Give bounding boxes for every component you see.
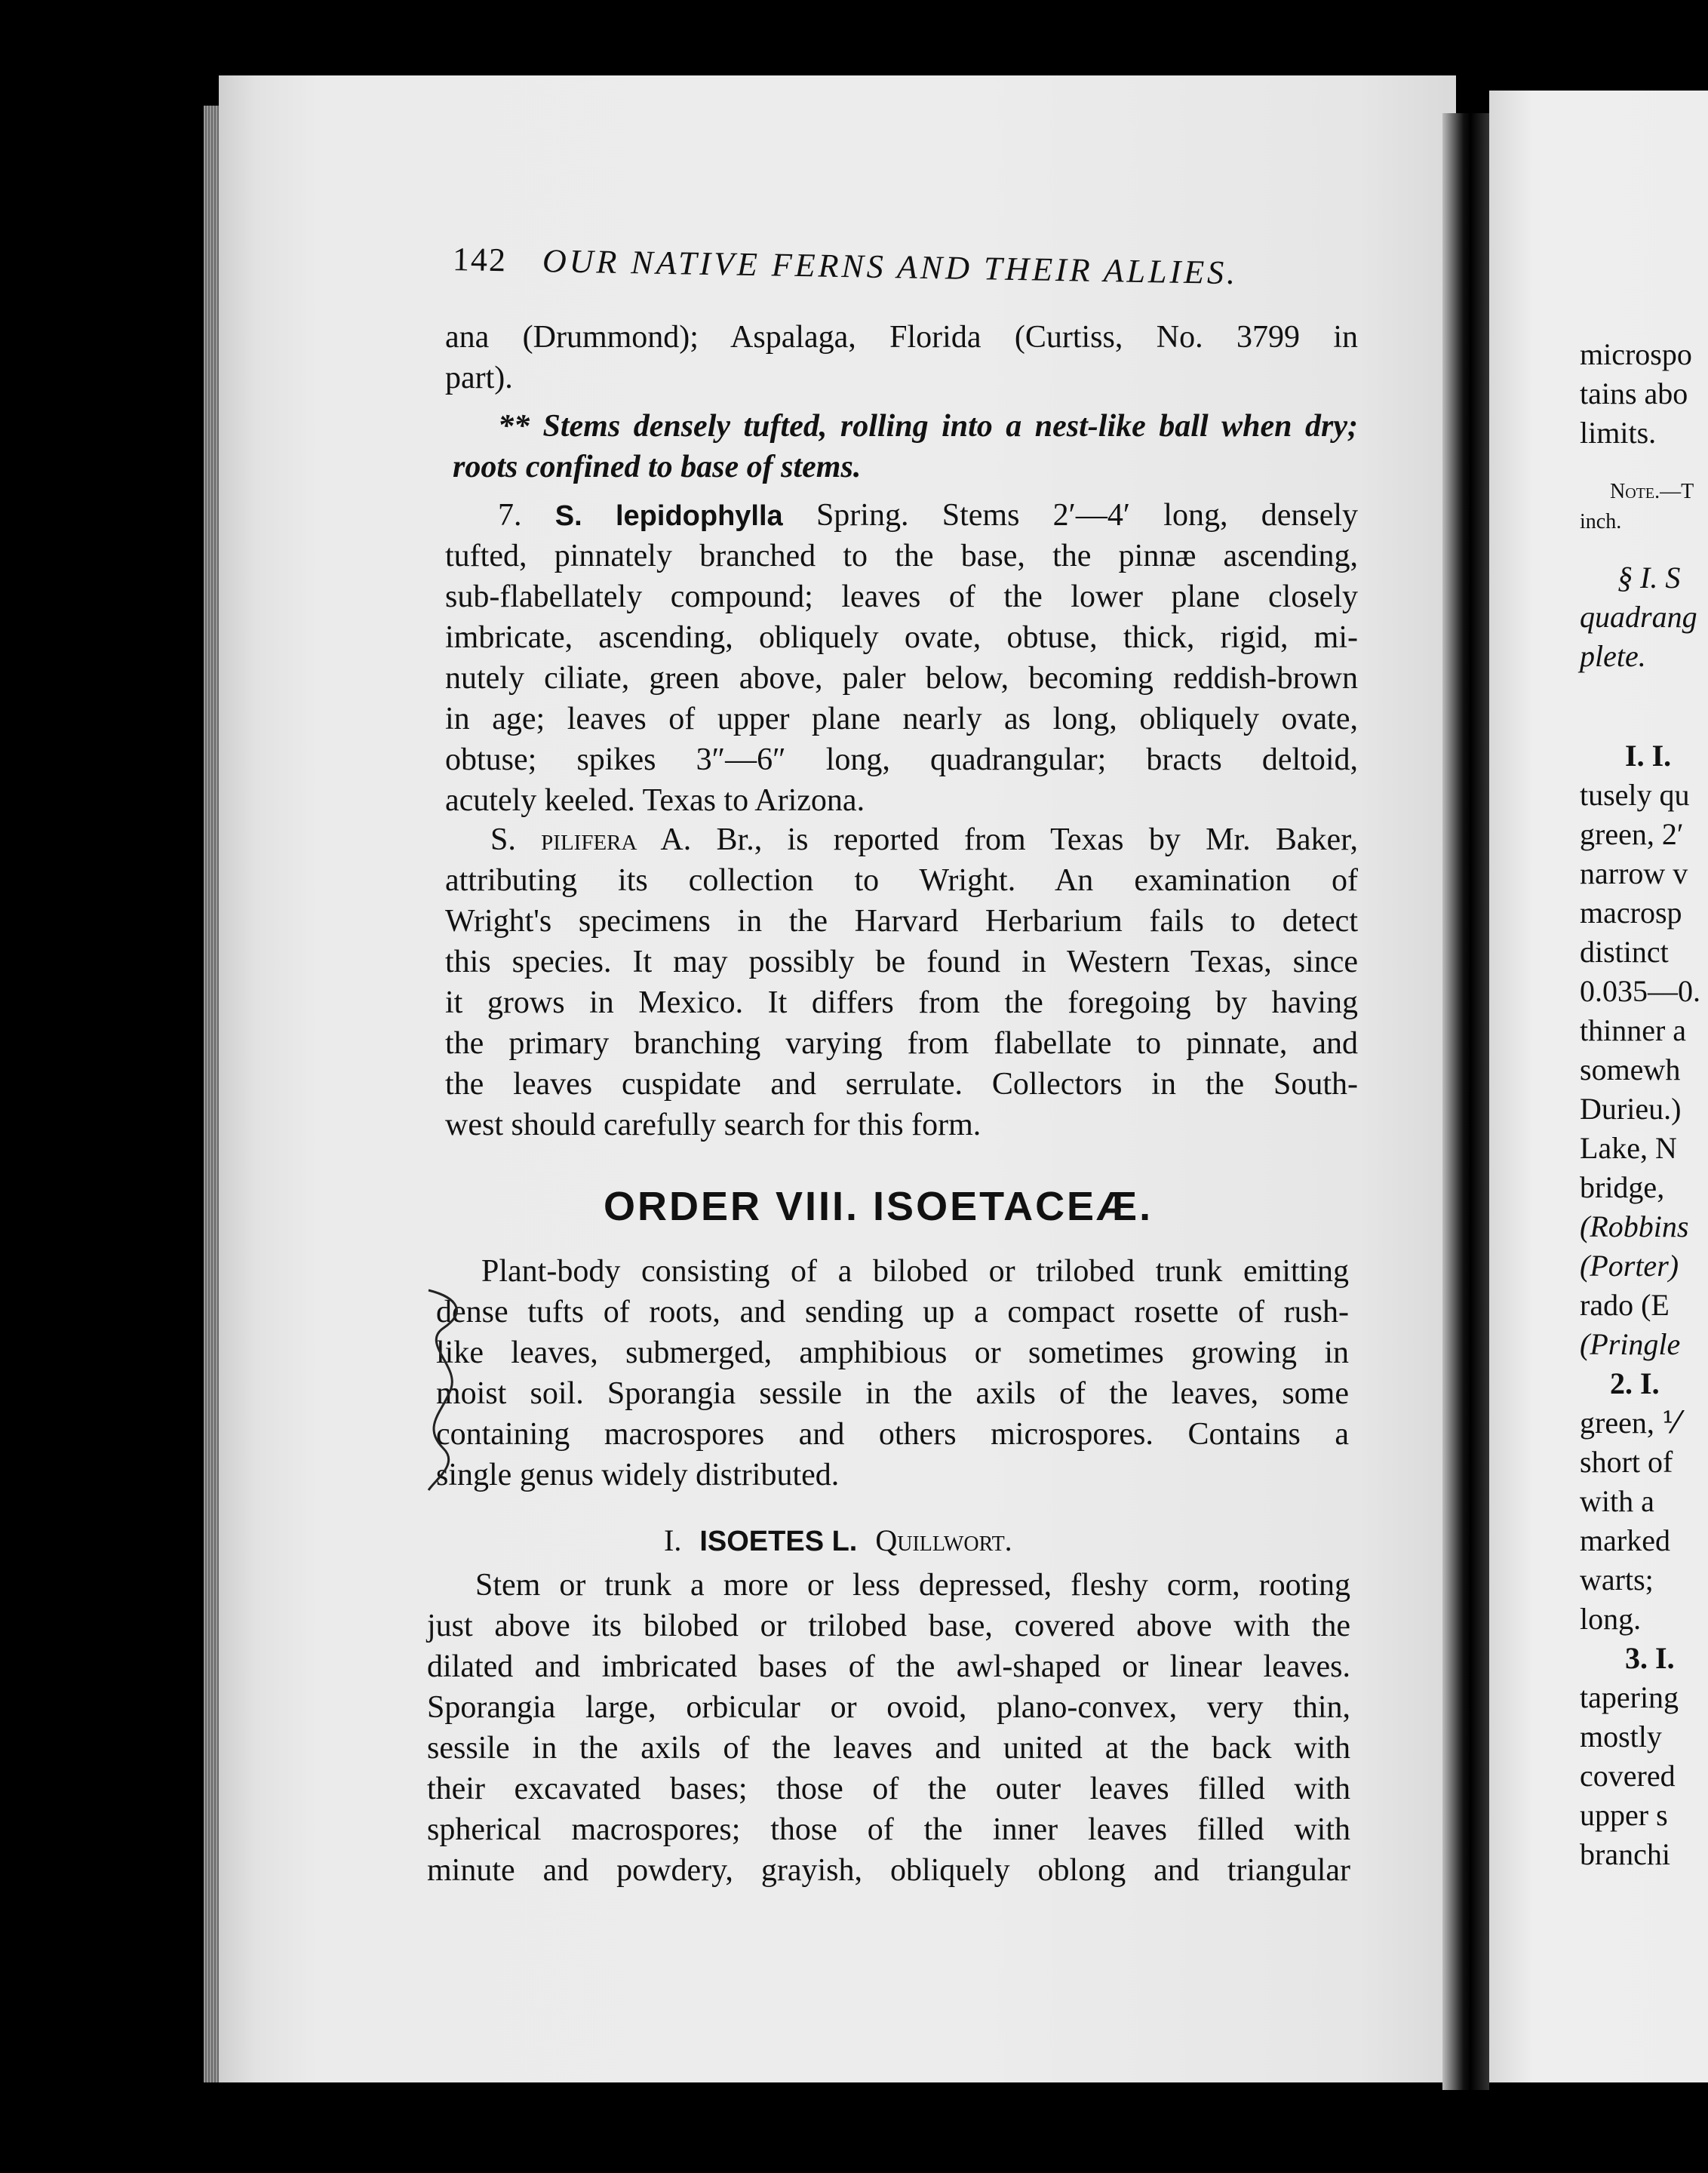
pilifera-description-start: A. Br., is reported from Texas by Mr. Baker, [660,822,1358,857]
running-title: OUR NATIVE FERNS AND THEIR ALLIES. [542,242,1239,292]
text-line: Sporangia large, orbicular or ovoid, plano-convex, very thin, [427,1690,1350,1725]
text-line: imbricate, ascending, obliquely ovate, obtuse, thick, rigid, mi- [445,620,1358,655]
text-line: marked [1580,1523,1670,1557]
text-line: dilated and imbricated bases of the awl-shaped or linear leaves. [427,1649,1350,1684]
genus-heading [664,1523,1012,1558]
text-line: (Porter) [1580,1249,1679,1283]
text-line: Stem or trunk a more or less depressed, fleshy corm, rooting [475,1568,1350,1603]
text-line: like leaves, submerged, amphibious or sometimes growing in [436,1335,1349,1370]
genus-description [427,1565,1350,1891]
species-number: 7. [498,498,522,533]
text-line: spherical macrospores; those of the inner leaves filled with [427,1812,1350,1847]
book-gutter [1442,113,1489,2090]
text-line: tapering [1580,1680,1679,1714]
order-title: ORDER VIII. ISOETACEÆ. [604,1184,1154,1229]
species-name: pilifera [541,822,637,857]
key-heading [453,406,1358,487]
continuation-paragraph [445,317,1358,398]
text-line: dense tufts of roots, and sending up a compact rosette of rush- [436,1295,1349,1329]
text-line: bridge, [1580,1170,1665,1204]
text-line: attributing its collection to Wright. An examination of [445,863,1358,898]
species-description-start: Stems 2′—4′ long, densely [942,498,1359,533]
text-line: 0.035—0. [1580,974,1700,1008]
text-line: green, 2′ [1580,817,1684,851]
text-line: quadrang [1580,600,1697,634]
text-line: plete. [1580,639,1646,673]
species-name: S. lepidophylla [554,500,783,532]
text-line: microspo [1580,337,1692,371]
text-line: mostly [1580,1720,1662,1753]
right-page-note [1580,477,1694,537]
text-line: obtuse; spikes 3″—6″ long, quadrangular; bracts deltoid, [445,742,1358,777]
text-line [445,819,1358,860]
genus-name: ISOETES L. [699,1526,858,1557]
text-line: with a [1580,1484,1654,1518]
text-line: moist soil. Sporangia sessile in the axils of the leaves, some [436,1376,1349,1411]
right-page-top [1580,335,1692,453]
text-line: (Pringle [1580,1327,1681,1361]
genus-common-name: Quillwort. [875,1523,1012,1557]
right-page-section [1580,558,1697,676]
text-line: acutely keeled. Texas to Arizona. [445,783,865,818]
pilifera-paragraph [445,819,1358,1145]
text-line: upper s [1580,1798,1668,1832]
text-line: narrow v [1580,856,1688,890]
text-line: somewh [1580,1053,1681,1086]
text-line: covered [1580,1759,1676,1793]
text-line: part). [445,361,513,395]
text-line: sessile in the axils of the leaves and united at the back with [427,1731,1350,1766]
text-line: it grows in Mexico. It differs from the foregoing by having [445,985,1358,1020]
text-line: nutely ciliate, green above, paler below, becoming reddish-brown [445,661,1358,696]
text-line: the leaves cuspidate and serrulate. Collectors in the South- [445,1067,1358,1102]
text-line: single genus widely distributed. [436,1458,840,1492]
text-line: (Robbins [1580,1209,1689,1243]
text-line: their excavated bases; those of the outer leaves filled with [427,1772,1350,1806]
text-line: warts; [1580,1563,1654,1597]
text-line: Note.—T [1610,480,1694,503]
text-line: tusely qu [1580,778,1690,812]
text-line: Durieu.) [1580,1092,1682,1126]
text-line: green, ⅟ [1580,1406,1679,1440]
order-description [436,1251,1349,1495]
name-prefix: S. [490,822,516,857]
text-line: branchi [1580,1837,1670,1871]
text-line: tufted, pinnately branched to the base, the pinnæ ascending, [445,539,1358,573]
text-line: inch. [1580,510,1622,533]
text-line: limits. [1580,416,1657,450]
text-line: long. [1580,1602,1642,1636]
right-page-body [1580,736,1700,1874]
text-line: the primary branching varying from flabellate to pinnate, and [445,1026,1358,1061]
text-line: tains abo [1580,377,1688,410]
text-line: this species. It may possibly be found in Western Texas, since [445,945,1358,979]
text-line: distinct [1580,935,1669,969]
text-line: § I. S [1617,561,1681,595]
text-line: Lake, N [1580,1131,1677,1165]
text-line: ana (Drummond); Aspalaga, Florida (Curtiss, No. 3799 in [445,320,1358,355]
page-number: 142 [452,241,508,279]
text-line: sub-flabellately compound; leaves of the lower plane closely [445,579,1358,614]
species-author: Spring. [816,498,909,533]
text-line: rado (E [1580,1288,1670,1322]
text-line: macrosp [1580,896,1682,930]
text-line: ** Stems densely tufted, rolling into a nest-like ball when dry; [498,409,1358,444]
text-line [445,495,1358,536]
text-line: roots confined to base of stems. [453,450,862,484]
text-line: in age; leaves of upper plane nearly as long, obliquely ovate, [445,702,1358,736]
pencil-mark [413,1283,474,1494]
genus-number: I. [664,1523,682,1557]
text-line: 2. I. [1610,1366,1660,1400]
text-line: I. I. [1625,739,1672,773]
text-line: containing macrospores and others microspores. Contains a [436,1417,1349,1452]
text-line: minute and powdery, grayish, obliquely oblong and triangular [427,1853,1350,1888]
text-line: Wright's specimens in the Harvard Herbarium fails to detect [445,904,1358,939]
text-line: short of [1580,1445,1673,1479]
text-line: thinner a [1580,1013,1687,1047]
text-line: just above its bilobed or trilobed base, covered above with the [427,1609,1350,1643]
text-line: west should carefully search for this form. [445,1108,981,1142]
species-entry [445,495,1358,821]
text-line: Plant-body consisting of a bilobed or trilobed trunk emitting [481,1254,1349,1289]
text-line: 3. I. [1625,1641,1675,1675]
